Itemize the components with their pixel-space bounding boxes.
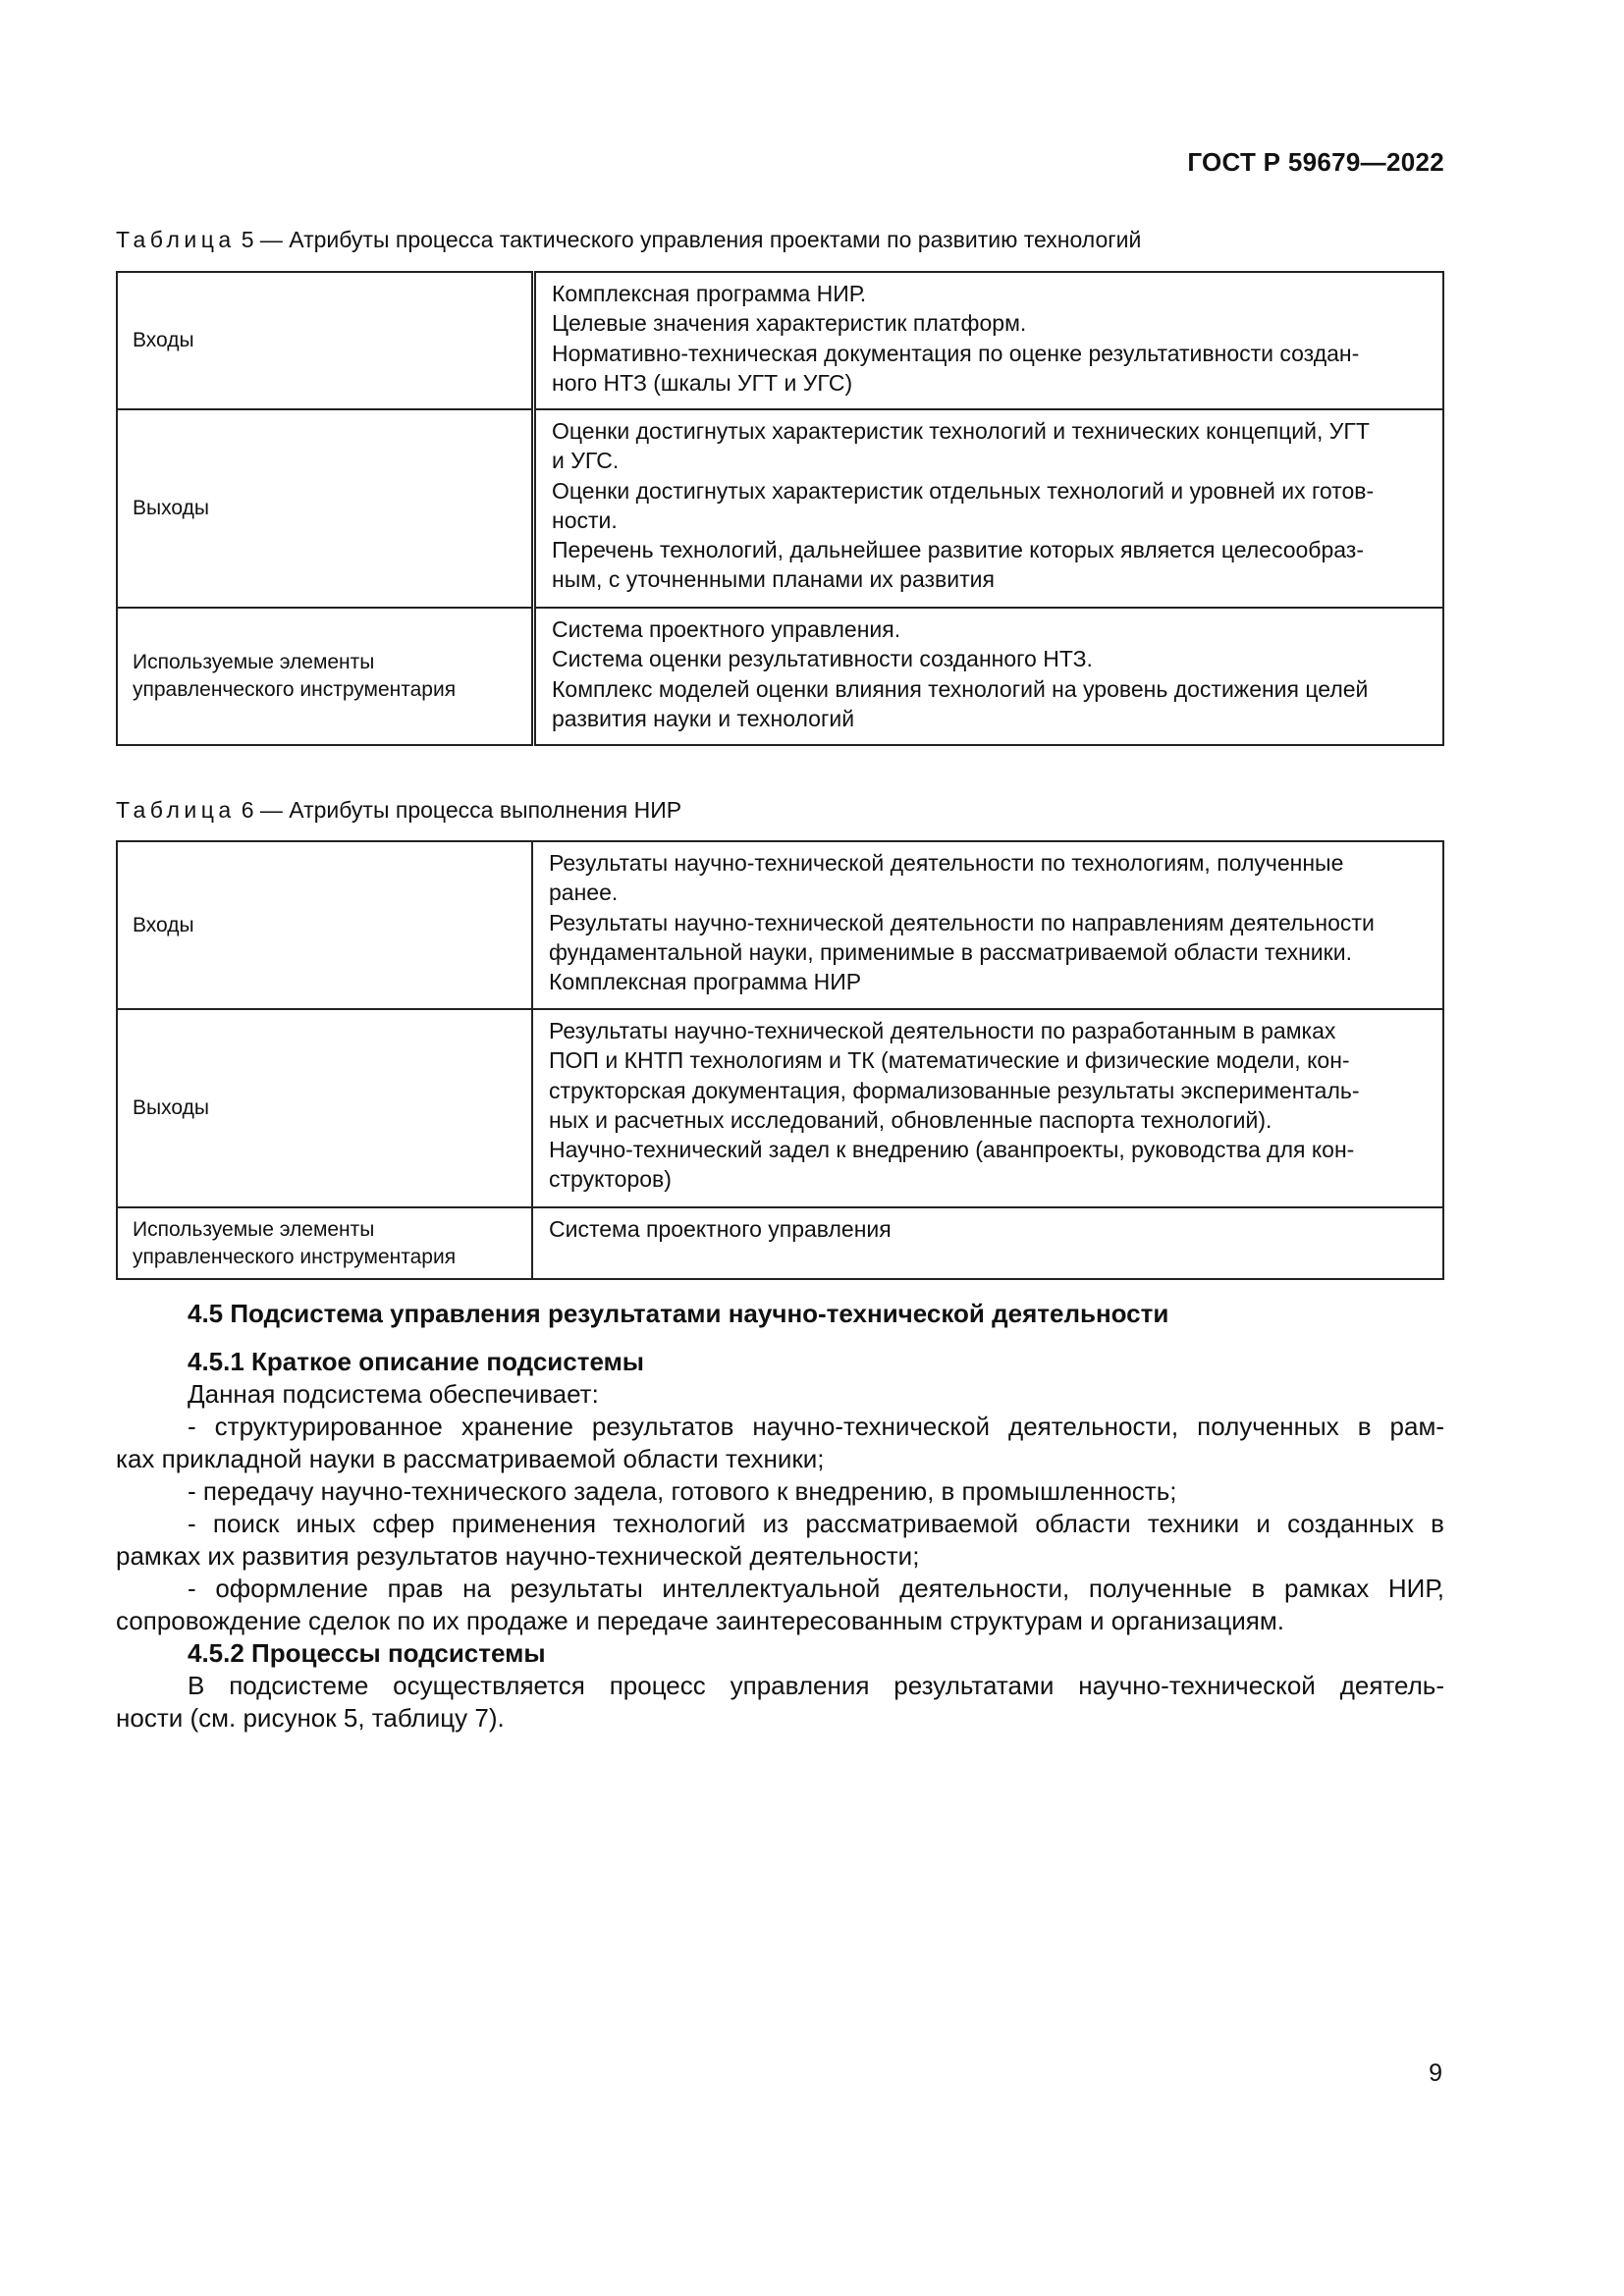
list-item <box>116 1475 1444 1508</box>
section-title: 4.5 Подсистема управления результатами научно-технической деятельности <box>188 1299 1169 1328</box>
label-line: управленческого инструментария <box>133 1245 457 1268</box>
table-row <box>117 409 1443 608</box>
content-line: структорская документация, формализованные результаты эксперименталь- <box>549 1077 1360 1103</box>
row-label-tools <box>117 1207 532 1279</box>
content-line: Система оценки результативности созданного НТЗ. <box>552 646 1093 672</box>
row-content-outputs <box>532 1009 1443 1207</box>
closing-paragraph <box>116 1670 1444 1735</box>
content-line: ПОП и КНТП технологиям и ТК (математические и физические модели, кон- <box>549 1047 1350 1074</box>
content-line: фундаментальной науки, применимые в рассматриваемой области техники. <box>549 938 1352 965</box>
list-item-line: рамках их развития результатов научно-технической деятельности; <box>116 1541 920 1571</box>
row-content-tools <box>532 1207 1443 1279</box>
content-line: Результаты научно-технической деятельности по разработанным в рамках <box>549 1018 1336 1043</box>
label-line: Используемые элементы <box>133 1217 375 1241</box>
content-line: Система проектного управления. <box>552 616 901 642</box>
content-line: Комплексная программа НИР. <box>552 281 867 306</box>
content-line: Результаты научно-технической деятельности по технологиям, полученные <box>549 850 1344 876</box>
content-line: Комплекс моделей оценки влияния технологий на уровень достижения целей <box>552 675 1369 702</box>
content-line: Нормативно-техническая документация по оценке результативности создан- <box>552 340 1360 366</box>
row-label-inputs: Входы <box>117 272 534 409</box>
label-line: Используемые элементы <box>133 651 375 673</box>
intro-paragraph: Данная подсистема обеспечивает: <box>188 1379 599 1409</box>
row-content-inputs <box>534 272 1444 409</box>
table5-caption <box>116 227 1141 253</box>
list-item-line: - структурированное хранение результатов научно-технической деятельности, полученных в рам- <box>188 1412 1444 1441</box>
paragraph-line: ности (см. рисунок 5, таблицу 7). <box>116 1703 505 1733</box>
row-label-outputs: Выходы <box>117 1009 532 1207</box>
list-item-line: - передачу научно-технического задела, готового к внедрению, в промышленность; <box>188 1476 1177 1506</box>
label-line: управленческого инструментария <box>133 678 457 701</box>
content-line: ности. <box>552 507 618 533</box>
table-row <box>117 272 1443 409</box>
content-line: Научно-технический задел к внедрению (аванпроекты, руководства для кон- <box>549 1137 1355 1163</box>
list-item-line: ках прикладной науки в рассматриваемой области техники; <box>116 1444 825 1473</box>
table6-caption-text: 6 — Атрибуты процесса выполнения НИР <box>241 797 682 823</box>
paragraph-line: В подсистеме осуществляется процесс управления результатами научно-технической деятель- <box>188 1671 1444 1700</box>
content-line: Целевые значения характеристик платформ. <box>552 310 1027 337</box>
list-item-line: сопровождение сделок по их продаже и передаче заинтересованным структурам и организациям. <box>116 1606 1284 1635</box>
content-line: Система проектного управления <box>549 1216 892 1242</box>
section-4-5 <box>116 1298 1444 1735</box>
row-content-inputs <box>532 841 1443 1009</box>
table-row <box>117 1207 1443 1279</box>
content-line: Комплексная программа НИР <box>549 969 862 995</box>
table5-caption-text: 5 — Атрибуты процесса тактического управления проектами по развитию технологий <box>241 227 1142 252</box>
list-item <box>116 1508 1444 1573</box>
content-line: Перечень технологий, дальнейшее развитие которых является целесообраз- <box>552 537 1365 563</box>
list-item <box>116 1411 1444 1475</box>
page-number: 9 <box>1429 2059 1442 2087</box>
subsection-title: 4.5.2 Процессы подсистемы <box>188 1638 546 1668</box>
table6-caption-word: Таблица <box>116 797 236 823</box>
content-line: ных и расчетных исследований, обновленные паспорта технологий). <box>549 1106 1272 1133</box>
content-line: ного НТЗ (шкалы УГТ и УГС) <box>552 369 853 396</box>
content-line: Результаты научно-технической деятельности по направлениям деятельности <box>549 909 1375 935</box>
list-item-line: - оформление прав на результаты интеллектуальной деятельности, полученные в рамках НИР, <box>188 1574 1444 1603</box>
standard-code: ГОСТ Р 59679—2022 <box>1187 147 1444 177</box>
row-content-tools <box>534 608 1444 745</box>
content-line: ранее. <box>549 880 619 906</box>
content-line: ным, с уточненными планами их развития <box>552 566 995 593</box>
list-item <box>116 1573 1444 1637</box>
content-line: Оценки достигнутых характеристик отдельных технологий и уровней их готов- <box>552 477 1375 504</box>
content-line: развития науки и технологий <box>552 705 855 731</box>
table5 <box>116 271 1444 746</box>
row-content-outputs <box>534 409 1444 608</box>
row-label-outputs: Выходы <box>117 409 534 608</box>
table-row <box>117 841 1443 1009</box>
content-line: и УГС. <box>552 448 620 474</box>
content-line: структоров) <box>549 1166 672 1193</box>
table6-caption <box>116 797 681 824</box>
table5-caption-word: Таблица <box>116 227 236 252</box>
subsection-title: 4.5.1 Краткое описание подсистемы <box>188 1347 645 1376</box>
table6 <box>116 840 1444 1280</box>
row-label-inputs: Входы <box>117 841 532 1009</box>
content-line: Оценки достигнутых характеристик технологий и технических концепций, УГТ <box>552 418 1370 444</box>
table-row <box>117 608 1443 745</box>
table-row <box>117 1009 1443 1207</box>
list-item-line: - поиск иных сфер применения технологий из рассматриваемой области техники и созданных в <box>188 1509 1444 1538</box>
row-label-tools <box>117 608 534 745</box>
